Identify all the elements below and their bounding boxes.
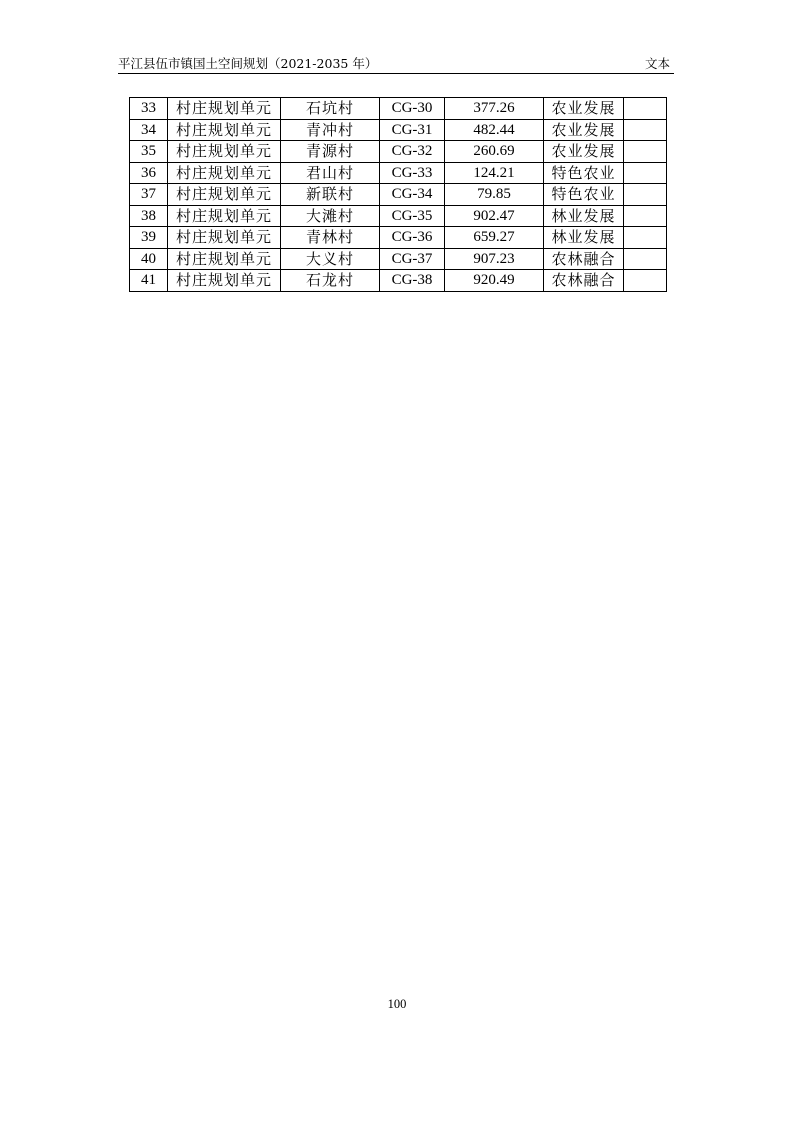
table-row bbox=[130, 98, 667, 120]
planning-units-table bbox=[129, 97, 667, 292]
cell-unit-code: CG-30 bbox=[380, 98, 445, 120]
cell-village-name: 大滩村 bbox=[281, 205, 380, 227]
cell-number: 40 bbox=[130, 248, 168, 270]
cell-area: 482.44 bbox=[445, 119, 544, 141]
cell-village-name: 石坑村 bbox=[281, 98, 380, 120]
cell-unit-code: CG-36 bbox=[380, 227, 445, 249]
cell-unit-code: CG-32 bbox=[380, 141, 445, 163]
cell-unit-code: CG-37 bbox=[380, 248, 445, 270]
cell-function: 农业发展 bbox=[544, 98, 624, 120]
cell-unit-type: 村庄规划单元 bbox=[168, 141, 281, 163]
cell-village-name: 大义村 bbox=[281, 248, 380, 270]
cell-number: 41 bbox=[130, 270, 168, 292]
cell-area: 907.23 bbox=[445, 248, 544, 270]
section-label: 文本 bbox=[644, 56, 670, 71]
cell-unit-type: 村庄规划单元 bbox=[168, 98, 281, 120]
cell-number: 38 bbox=[130, 205, 168, 227]
cell-area: 79.85 bbox=[445, 184, 544, 206]
cell-area: 920.49 bbox=[445, 270, 544, 292]
cell-unit-code: CG-34 bbox=[380, 184, 445, 206]
cell-function: 林业发展 bbox=[544, 205, 624, 227]
cell-note bbox=[624, 162, 667, 184]
cell-function: 林业发展 bbox=[544, 227, 624, 249]
cell-unit-code: CG-38 bbox=[380, 270, 445, 292]
table-row bbox=[130, 141, 667, 163]
cell-unit-type: 村庄规划单元 bbox=[168, 248, 281, 270]
cell-village-name: 君山村 bbox=[281, 162, 380, 184]
cell-note bbox=[624, 248, 667, 270]
cell-note bbox=[624, 270, 667, 292]
cell-number: 39 bbox=[130, 227, 168, 249]
cell-village-name: 青林村 bbox=[281, 227, 380, 249]
cell-number: 34 bbox=[130, 119, 168, 141]
page-number: 100 bbox=[387, 997, 407, 1011]
cell-function: 农林融合 bbox=[544, 270, 624, 292]
cell-note bbox=[624, 184, 667, 206]
table-row bbox=[130, 270, 667, 292]
cell-unit-type: 村庄规划单元 bbox=[168, 119, 281, 141]
cell-note bbox=[624, 119, 667, 141]
cell-village-name: 青冲村 bbox=[281, 119, 380, 141]
cell-function: 农林融合 bbox=[544, 248, 624, 270]
table-row bbox=[130, 119, 667, 141]
cell-number: 37 bbox=[130, 184, 168, 206]
cell-area: 260.69 bbox=[445, 141, 544, 163]
cell-unit-code: CG-35 bbox=[380, 205, 445, 227]
cell-note bbox=[624, 141, 667, 163]
cell-unit-code: CG-31 bbox=[380, 119, 445, 141]
table-row bbox=[130, 248, 667, 270]
table-row bbox=[130, 184, 667, 206]
cell-area: 902.47 bbox=[445, 205, 544, 227]
cell-area: 124.21 bbox=[445, 162, 544, 184]
cell-unit-type: 村庄规划单元 bbox=[168, 162, 281, 184]
table-row bbox=[130, 227, 667, 249]
cell-number: 36 bbox=[130, 162, 168, 184]
cell-village-name: 石龙村 bbox=[281, 270, 380, 292]
table-row bbox=[130, 162, 667, 184]
cell-village-name: 新联村 bbox=[281, 184, 380, 206]
cell-function: 特色农业 bbox=[544, 184, 624, 206]
cell-area: 659.27 bbox=[445, 227, 544, 249]
cell-function: 农业发展 bbox=[544, 119, 624, 141]
cell-unit-code: CG-33 bbox=[380, 162, 445, 184]
cell-number: 33 bbox=[130, 98, 168, 120]
page-header bbox=[118, 54, 674, 72]
cell-unit-type: 村庄规划单元 bbox=[168, 227, 281, 249]
table-row bbox=[130, 205, 667, 227]
cell-unit-type: 村庄规划单元 bbox=[168, 205, 281, 227]
cell-area: 377.26 bbox=[445, 98, 544, 120]
cell-note bbox=[624, 98, 667, 120]
cell-note bbox=[624, 205, 667, 227]
document-title: 平江县伍市镇国土空间规划（2021-2035 年） bbox=[118, 56, 378, 71]
cell-function: 农业发展 bbox=[544, 141, 624, 163]
header-divider bbox=[118, 73, 674, 74]
table-body bbox=[130, 98, 667, 292]
cell-unit-type: 村庄规划单元 bbox=[168, 270, 281, 292]
cell-note bbox=[624, 227, 667, 249]
cell-function: 特色农业 bbox=[544, 162, 624, 184]
cell-unit-type: 村庄规划单元 bbox=[168, 184, 281, 206]
cell-village-name: 青源村 bbox=[281, 141, 380, 163]
cell-number: 35 bbox=[130, 141, 168, 163]
